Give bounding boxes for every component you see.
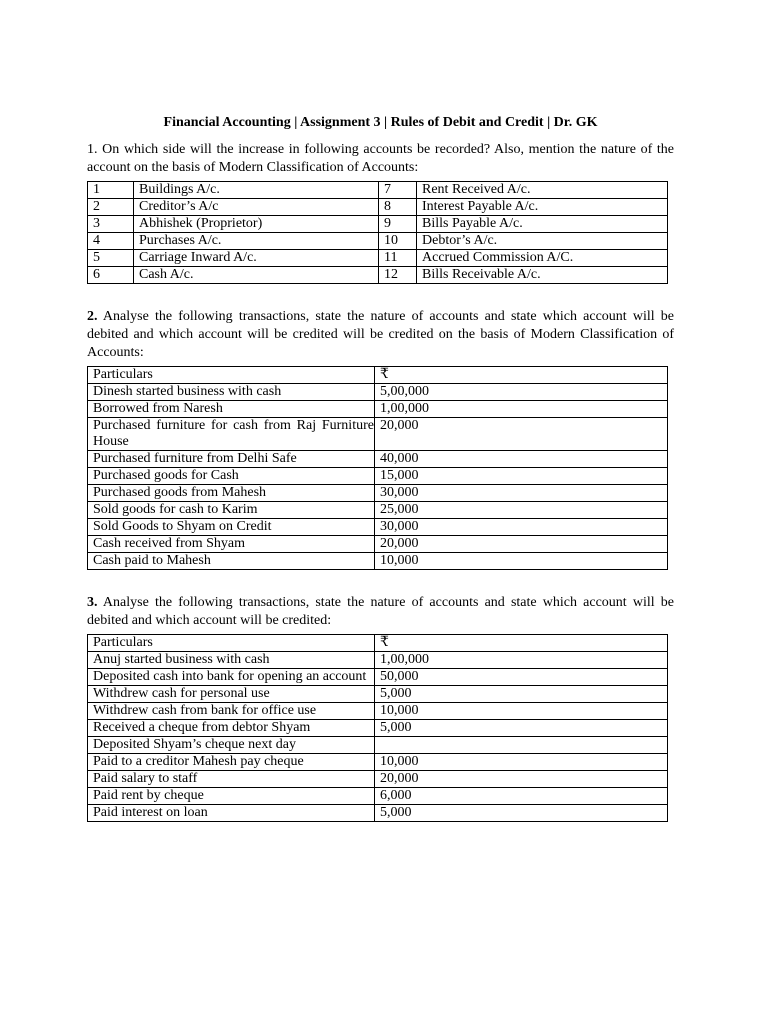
- question-2: [87, 308, 674, 362]
- table-row: [88, 401, 668, 418]
- transaction-particulars: Deposited cash into bank for opening an account: [88, 669, 375, 686]
- transaction-amount: 1,00,000: [374, 652, 667, 669]
- particulars-header: Particulars: [88, 635, 375, 652]
- transaction-particulars: Paid salary to staff: [88, 771, 375, 788]
- table-row: [88, 536, 668, 553]
- transaction-amount: 30,000: [374, 519, 667, 536]
- account-name: Abhishek (Proprietor): [134, 216, 379, 233]
- table-row: [88, 418, 668, 451]
- row-number: 5: [88, 250, 134, 267]
- table-row: [88, 553, 668, 570]
- table-row: [88, 451, 668, 468]
- transaction-particulars: Purchased goods from Mahesh: [88, 485, 375, 502]
- transaction-amount: 5,000: [374, 686, 667, 703]
- row-number: 12: [379, 267, 417, 284]
- transactions-table-q3: [87, 634, 668, 822]
- transaction-amount: 6,000: [374, 788, 667, 805]
- table-row: [88, 703, 668, 720]
- row-number: 3: [88, 216, 134, 233]
- transaction-particulars: Dinesh started business with cash: [88, 384, 375, 401]
- question-2-number: 2.: [87, 309, 98, 324]
- account-name: Interest Payable A/c.: [417, 199, 668, 216]
- transaction-amount: 50,000: [374, 669, 667, 686]
- amount-header: ₹: [374, 367, 667, 384]
- question-2-text: Analyse the following transactions, state the nature of accounts and state which account will be debited and which account will be credited will be credited on the basis of Modern Classification of Accounts:: [87, 309, 675, 360]
- transaction-particulars: Sold goods for cash to Karim: [88, 502, 375, 519]
- table-row: [88, 771, 668, 788]
- question-1-text: On which side will the increase in following accounts be recorded? Also, mention the nature of the account on the basis of Modern Classification of Accounts:: [87, 142, 675, 175]
- row-number: 10: [379, 233, 417, 250]
- transaction-particulars: Deposited Shyam’s cheque next day: [88, 737, 375, 754]
- table-row: [88, 737, 668, 754]
- transaction-amount: 10,000: [374, 754, 667, 771]
- row-number: 2: [88, 199, 134, 216]
- transaction-amount: 10,000: [374, 553, 667, 570]
- row-number: 1: [88, 182, 134, 199]
- transaction-amount: 15,000: [374, 468, 667, 485]
- table-row: [88, 788, 668, 805]
- table-row: [88, 805, 668, 822]
- transaction-amount: 5,00,000: [374, 384, 667, 401]
- transactions-table-q2: [87, 366, 668, 570]
- row-number: 7: [379, 182, 417, 199]
- table-header-row: [88, 367, 668, 384]
- account-name: Cash A/c.: [134, 267, 379, 284]
- transaction-particulars: Withdrew cash for personal use: [88, 686, 375, 703]
- document-title: Financial Accounting | Assignment 3 | Rules of Debit and Credit | Dr. GK: [163, 115, 598, 130]
- account-name: Buildings A/c.: [134, 182, 379, 199]
- transaction-particulars: Sold Goods to Shyam on Credit: [88, 519, 375, 536]
- question-1: [87, 141, 674, 177]
- transaction-amount: 5,000: [374, 720, 667, 737]
- transaction-amount: 40,000: [374, 451, 667, 468]
- transaction-particulars: Purchased furniture from Delhi Safe: [88, 451, 375, 468]
- row-number: 11: [379, 250, 417, 267]
- transaction-particulars: Received a cheque from debtor Shyam: [88, 720, 375, 737]
- transaction-amount: 20,000: [374, 771, 667, 788]
- table-row: [88, 519, 668, 536]
- question-3: [87, 594, 674, 630]
- table-row: [88, 199, 668, 216]
- table-row: [88, 720, 668, 737]
- transaction-particulars: Cash received from Shyam: [88, 536, 375, 553]
- transaction-particulars: Borrowed from Naresh: [88, 401, 375, 418]
- table-row: [88, 502, 668, 519]
- transaction-particulars: Cash paid to Mahesh: [88, 553, 375, 570]
- table-row: [88, 669, 668, 686]
- row-number: 8: [379, 199, 417, 216]
- table-row: [88, 250, 668, 267]
- table-row: [88, 754, 668, 771]
- table-row: [88, 384, 668, 401]
- transaction-amount: 1,00,000: [374, 401, 667, 418]
- transaction-particulars: Purchased furniture for cash from Raj Furniture House: [88, 418, 375, 451]
- transaction-particulars: Paid interest on loan: [88, 805, 375, 822]
- transaction-particulars: Purchased goods for Cash: [88, 468, 375, 485]
- accounts-table: [87, 181, 668, 284]
- transaction-amount: 10,000: [374, 703, 667, 720]
- transaction-particulars: Withdrew cash from bank for office use: [88, 703, 375, 720]
- transaction-amount: 25,000: [374, 502, 667, 519]
- transaction-particulars: Paid to a creditor Mahesh pay cheque: [88, 754, 375, 771]
- account-name: Purchases A/c.: [134, 233, 379, 250]
- table-row: [88, 267, 668, 284]
- amount-header: ₹: [374, 635, 667, 652]
- account-name: Debtor’s A/c.: [417, 233, 668, 250]
- table-row: [88, 686, 668, 703]
- transaction-amount: [374, 737, 667, 754]
- transaction-particulars: Anuj started business with cash: [88, 652, 375, 669]
- question-3-text: Analyse the following transactions, state the nature of accounts and state which account will be debited and which account will be credited:: [87, 595, 675, 628]
- account-name: Accrued Commission A/C.: [417, 250, 668, 267]
- table-row: [88, 468, 668, 485]
- table-row: [88, 233, 668, 250]
- transaction-amount: 30,000: [374, 485, 667, 502]
- table-row: [88, 485, 668, 502]
- question-3-number: 3.: [87, 595, 98, 610]
- account-name: Rent Received A/c.: [417, 182, 668, 199]
- row-number: 4: [88, 233, 134, 250]
- table-row: [88, 182, 668, 199]
- transaction-amount: 20,000: [374, 418, 667, 451]
- account-name: Bills Payable A/c.: [417, 216, 668, 233]
- table-row: [88, 652, 668, 669]
- transaction-particulars: Paid rent by cheque: [88, 788, 375, 805]
- row-number: 9: [379, 216, 417, 233]
- row-number: 6: [88, 267, 134, 284]
- account-name: Carriage Inward A/c.: [134, 250, 379, 267]
- table-row: [88, 216, 668, 233]
- particulars-header: Particulars: [88, 367, 375, 384]
- account-name: Creditor’s A/c: [134, 199, 379, 216]
- document-page: [87, 114, 674, 822]
- table-header-row: [88, 635, 668, 652]
- account-name: Bills Receivable A/c.: [417, 267, 668, 284]
- transaction-amount: 5,000: [374, 805, 667, 822]
- question-1-number: 1.: [87, 142, 98, 157]
- transaction-amount: 20,000: [374, 536, 667, 553]
